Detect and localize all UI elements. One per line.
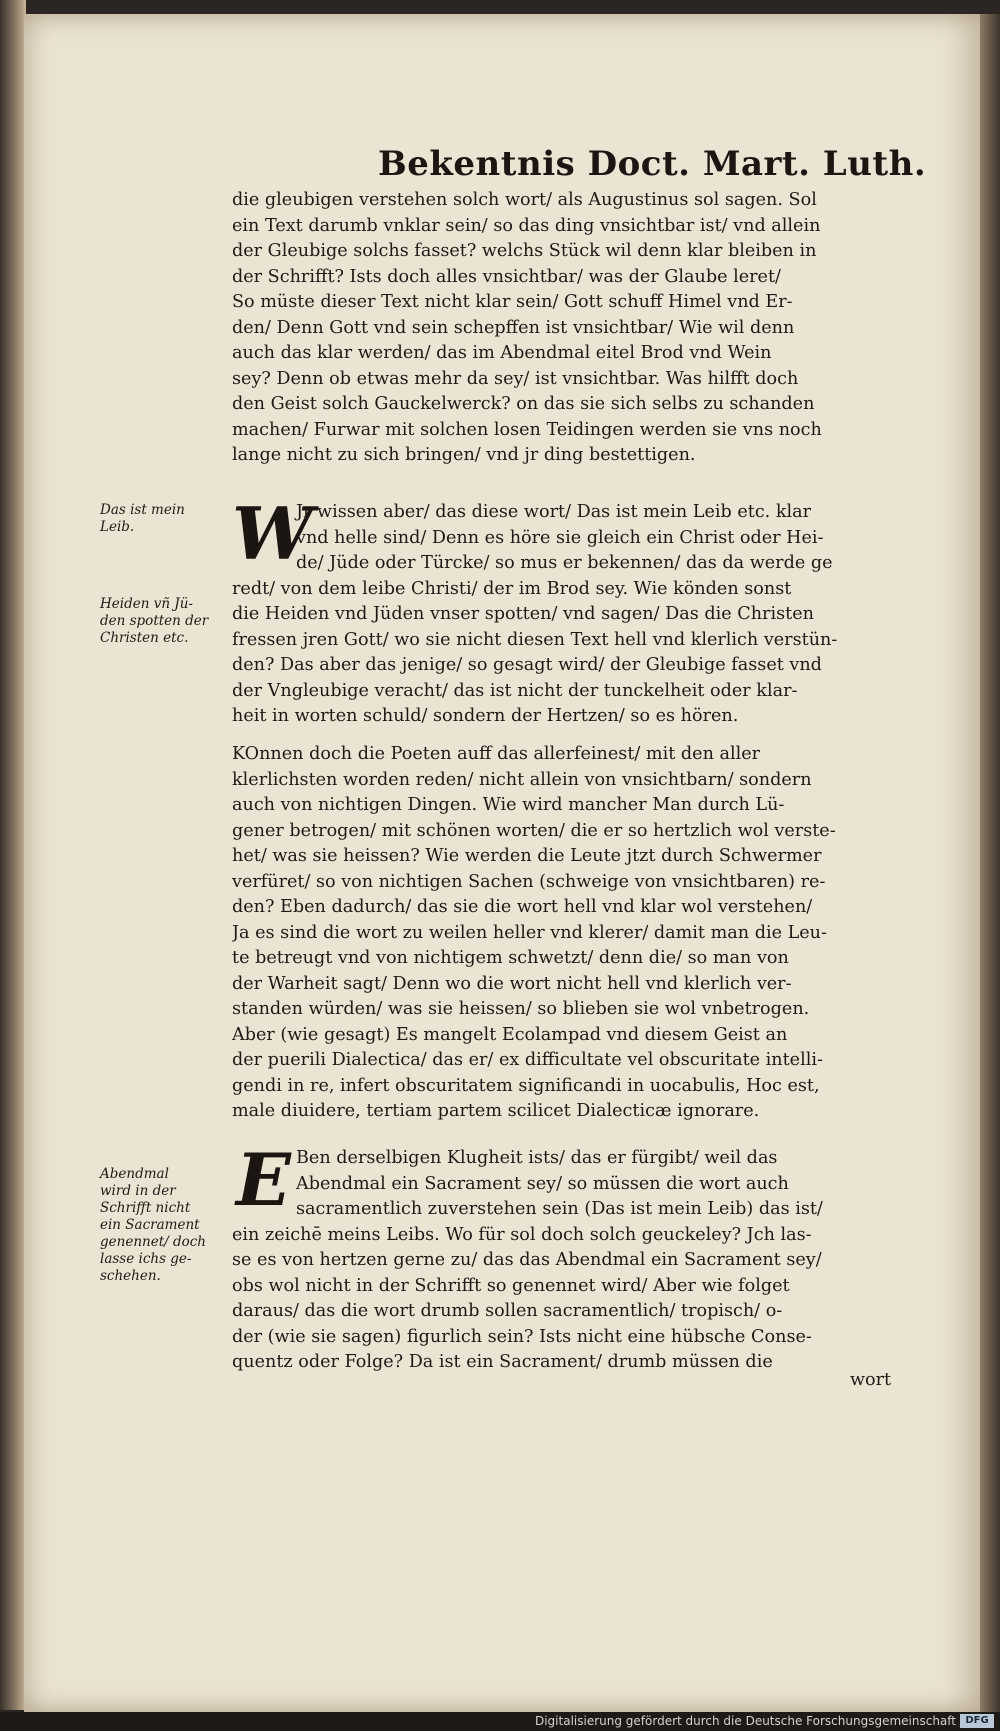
text-line: auch das klar werden/ das im Abendmal eitel Brod vnd Wein: [232, 343, 772, 363]
margin-note-line: den spotten der: [100, 613, 209, 629]
paragraph-2: [232, 491, 908, 730]
footer-credit: Digitalisierung gefördert durch die Deutsche Forschungsgemeinschaft: [534, 1714, 956, 1728]
margin-note-line: schehen.: [100, 1268, 161, 1284]
text-line: ein zeichē meins Leibs. Wo für sol doch solch geuckeley? Jch las-: [232, 1224, 812, 1245]
text-line: Aber (wie gesagt) Es mangelt Ecolampad vnd diesem Geist an: [232, 1024, 788, 1045]
text-line: der Schrifft? Ists doch alles vnsichtbar/ was der Glaube leret/: [232, 266, 781, 287]
text-line: der Gleubige solchs fasset? welchs Stück wil denn klar bleiben in: [232, 241, 817, 261]
margin-note-line: genennet/ doch: [100, 1234, 206, 1250]
text-line: quentz oder Folge? Da ist ein Sacrament/ drumb müssen die: [232, 1352, 773, 1372]
text-line: den? Eben dadurch/ das sie die wort hell vnd klar wol verstehen/: [232, 897, 813, 917]
decorated-initial-e: E: [236, 1137, 291, 1222]
text-line: klerlichsten worden reden/ nicht allein von vnsichtbarn/ sondern: [232, 769, 812, 790]
text-line: heit in worten schuld/ sondern der Hertzen/ so es hören.: [232, 706, 739, 726]
text-line: male diuidere, tertiam partem scilicet Dialecticæ ignorare.: [232, 1101, 760, 1121]
right-page-edge: [980, 14, 1000, 1712]
text-line: So müste dieser Text nicht klar sein/ Gott schuff Himel vnd Er-: [232, 292, 793, 312]
text-line: die gleubigen verstehen solch wort/ als Augustinus sol sagen. Sol: [232, 190, 817, 210]
text-line: se es von hertzen gerne zu/ das das Abendmal ein Sacrament sey/: [232, 1250, 822, 1270]
margin-note-line: Schrifft nicht: [100, 1200, 191, 1216]
paragraph-4: [232, 1137, 908, 1376]
text-line: KOnnen doch die Poeten auff das allerfeinest/ mit den aller: [232, 744, 761, 764]
margin-note-line: Christen etc.: [100, 630, 189, 646]
margin-note-line: Heiden vñ Jü-: [100, 596, 193, 612]
dfg-logo-badge: DFG: [960, 1714, 994, 1728]
margin-note-line: wird in der: [100, 1183, 176, 1199]
text-line: verfüret/ so von nichtigen Sachen (schweige von vnsichtbaren) re-: [232, 871, 826, 892]
text-line: sacramentlich zuverstehen sein (Das ist mein Leib) das ist/: [296, 1199, 823, 1219]
text-line: der (wie sie sagen) figurlich sein? Ists nicht eine hübsche Conse-: [232, 1326, 812, 1347]
text-line: lange nicht zu sich bringen/ vnd jr ding bestettigen.: [232, 445, 696, 465]
text-line: te betreugt vnd von nichtigem schwetzt/ denn die/ so man von: [232, 948, 789, 968]
decorated-initial-w: W: [232, 491, 313, 576]
text-line: Ja es sind die wort zu weilen heller vnd klerer/ damit man die Leu-: [232, 922, 827, 943]
margin-note-line: ein Sacrament: [100, 1217, 200, 1233]
paragraph-1: [232, 188, 908, 469]
margin-note-line: Leib.: [100, 519, 135, 535]
text-line: de/ Jüde oder Türcke/ so mus er bekennen/ das da werde ge: [296, 553, 833, 573]
text-line: machen/ Furwar mit solchen losen Teidingen werden sie vns noch: [232, 419, 822, 440]
text-line: der Warheit sagt/ Denn wo die wort nicht hell vnd klerlich ver-: [232, 973, 792, 994]
text-line: ein Text darumb vnklar sein/ so das ding vnsichtbar ist/ vnd allein: [232, 215, 821, 236]
text-line: der puerili Dialectica/ das er/ ex difficultate vel obscuritate intelli-: [232, 1050, 823, 1070]
left-page-edge: [0, 0, 26, 1710]
text-line: sey? Denn ob etwas mehr da sey/ ist vnsichtbar. Was hilfft doch: [232, 368, 799, 389]
text-line: den? Das aber das jenige/ so gesagt wird/ der Gleubige fasset vnd: [232, 655, 822, 675]
margin-note-3: [100, 1166, 232, 1285]
catchword: wort: [850, 1370, 892, 1390]
margin-note-line: Abendmal: [100, 1166, 169, 1182]
text-line: gener betrogen/ mit schönen worten/ die er so hertzlich wol verste-: [232, 820, 836, 841]
text-line: den Geist solch Gauckelwerck? on das sie sich selbs zu schanden: [232, 394, 815, 414]
text-line: redt/ von dem leibe Christi/ der im Brod sey. Wie könden sonst: [232, 578, 792, 599]
text-line: auch von nichtigen Dingen. Wie wird mancher Man durch Lü-: [232, 795, 785, 815]
text-line: standen würden/ was sie heissen/ so blieben sie wol vnbetrogen.: [232, 999, 810, 1019]
text-line: daraus/ das die wort drumb sollen sacramentlich/ tropisch/ o-: [232, 1301, 783, 1321]
text-line: gendi in re, infert obscuritatem significandi in uocabulis, Hoc est,: [232, 1075, 820, 1096]
text-line: Jr wissen aber/ das diese wort/ Das ist mein Leib etc. klar: [296, 502, 812, 522]
text-line: vnd helle sind/ Denn es höre sie gleich ein Christ oder Hei-: [296, 527, 824, 548]
text-line: der Vngleubige veracht/ das ist nicht der tunckelheit oder klar-: [232, 680, 798, 701]
margin-note-line: Das ist mein: [100, 502, 185, 518]
text-line: Abendmal ein Sacrament sey/ so müssen die wort auch: [296, 1173, 789, 1194]
text-line: fressen jren Gott/ wo sie nicht diesen Text hell vnd klerlich verstün-: [232, 629, 838, 650]
text-line: die Heiden vnd Jüden vnser spotten/ vnd sagen/ Das die Christen: [232, 604, 814, 624]
margin-note-line: lasse ichs ge-: [100, 1251, 192, 1267]
running-title: Bekentnis Doct. Mart. Luth.: [378, 144, 927, 184]
text-line: obs wol nicht in der Schrifft so genennet wird/ Aber wie folget: [232, 1275, 790, 1296]
paragraph-3: [232, 742, 908, 1125]
margin-note-1: [100, 502, 232, 536]
text-line: het/ was sie heissen? Wie werden die Leute jtzt durch Schwermer: [232, 846, 822, 866]
margin-note-2: [100, 596, 232, 647]
text-line: Ben derselbigen Klugheit ists/ das er fürgibt/ weil das: [296, 1148, 778, 1168]
text-line: den/ Denn Gott vnd sein schepffen ist vnsichtbar/ Wie wil denn: [232, 317, 795, 338]
